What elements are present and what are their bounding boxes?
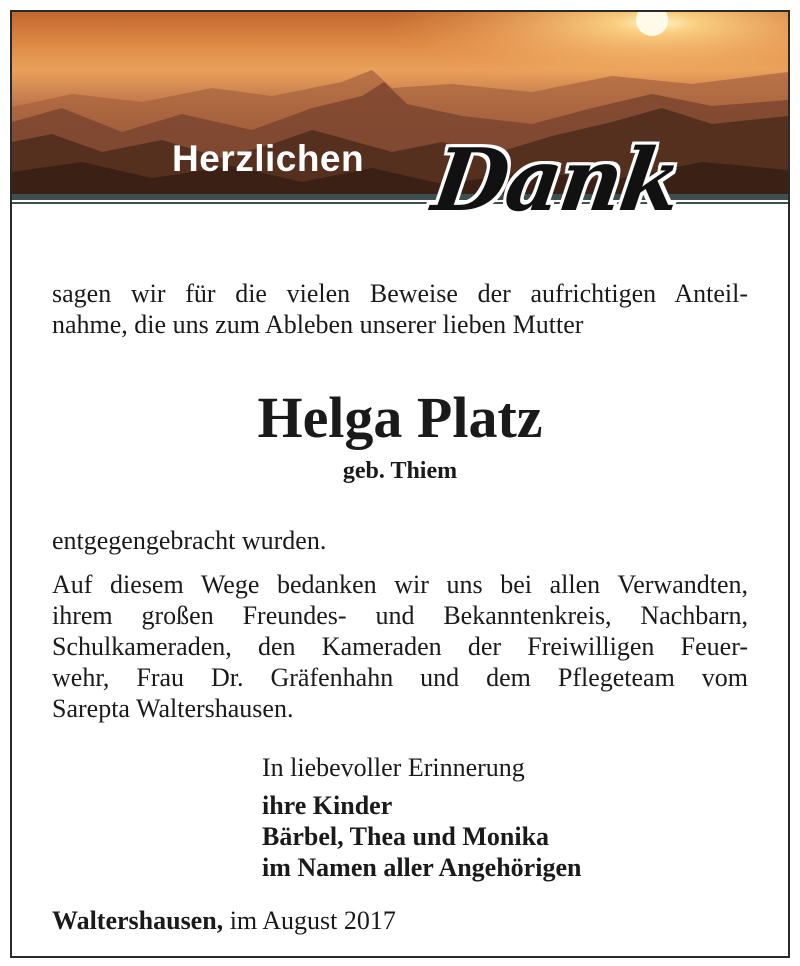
signature-line: Bärbel, Thea und Monika	[262, 822, 550, 851]
deceased-name: Helga Platz	[257, 385, 543, 450]
intro-line: nahme, die uns zum Ableben unserer lieben Mutter	[52, 310, 584, 339]
thanks-line: Sarepta Waltershausen.	[52, 694, 294, 723]
thanks-paragraph	[52, 569, 748, 724]
after-name-text	[52, 525, 748, 556]
after-name-line: entgegengebracht wurden.	[52, 526, 327, 555]
headline-herzlichen: Herzlichen	[172, 138, 365, 179]
obituary-card	[10, 10, 790, 958]
signature-line: im Namen aller Angehörigen	[262, 853, 582, 882]
closing-phrase: In liebevoller Erinnerung	[262, 753, 525, 782]
intro-paragraph	[52, 278, 748, 340]
signature-line: ihre Kinder	[262, 791, 393, 820]
thanks-line: Schulkameraden, den Kameraden der Freiwilligen Feuer-	[52, 632, 748, 661]
maiden-name: geb. Thiem	[342, 458, 458, 484]
date: im August 2017	[229, 906, 396, 935]
headline-dank	[422, 130, 782, 260]
thanks-line: wehr, Frau Dr. Gräfenhahn und dem Pflegeteam vom	[52, 663, 748, 692]
place-date	[52, 906, 396, 936]
intro-line: sagen wir für die vielen Beweise der aufrichtigen Anteil-	[52, 279, 748, 308]
place: Waltershausen,	[52, 906, 224, 935]
thanks-line: ihrem großen Freundes- und Bekanntenkreis, Nachbarn,	[52, 601, 748, 630]
headline-dank-text: Dank	[426, 130, 686, 231]
thanks-line: Auf diesem Wege bedanken wir uns bei allen Verwandten,	[52, 570, 748, 599]
